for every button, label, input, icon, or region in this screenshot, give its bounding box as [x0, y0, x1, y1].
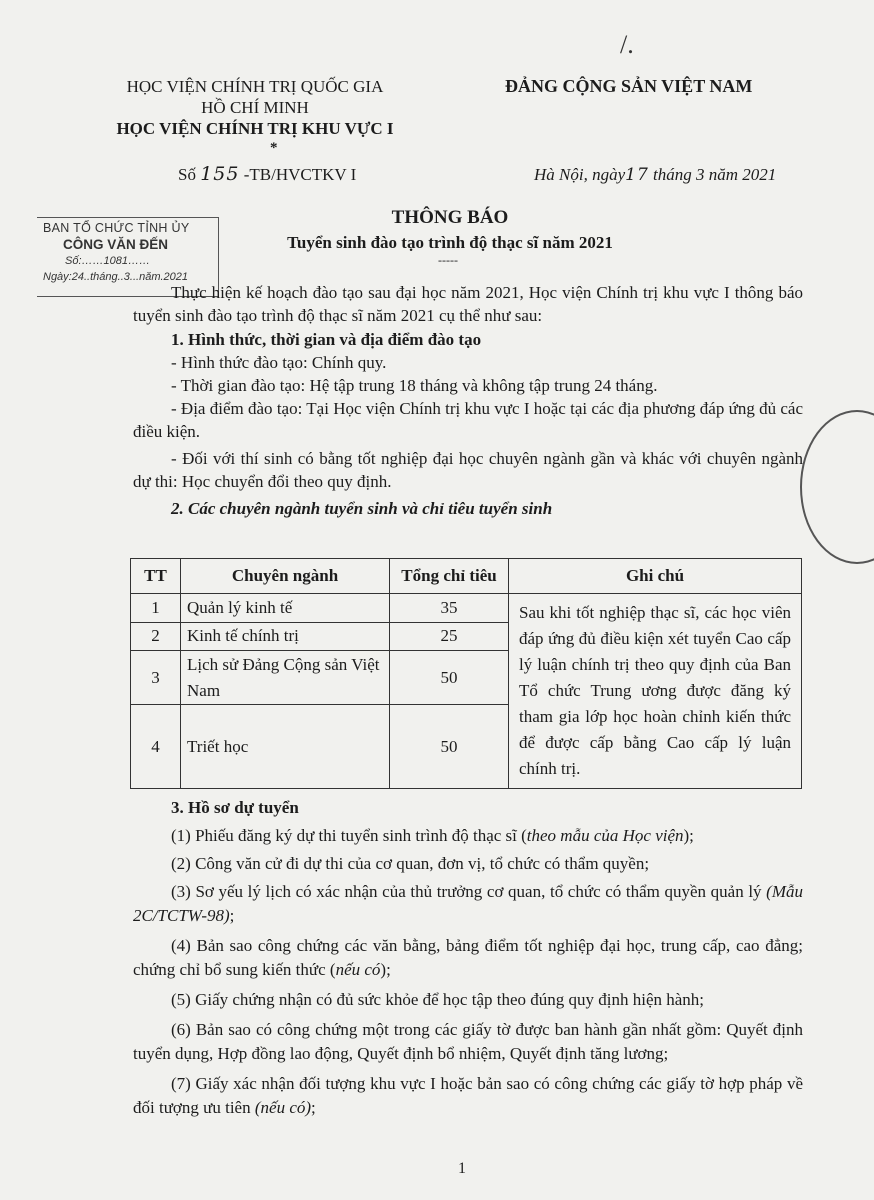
stamp-so-value: 1081 — [103, 255, 128, 267]
so-suffix: -TB/HVCTKV I — [243, 165, 357, 184]
col-major: Chuyên ngành — [181, 559, 390, 594]
row-quota: 35 — [390, 594, 509, 623]
stamp-thang-value: 3 — [123, 271, 130, 283]
section1-heading: 1. Hình thức, thời gian và địa điểm đào tạo — [171, 330, 482, 349]
row-major: Triết học — [181, 705, 390, 789]
section3-item: (5) Giấy chứng nhận có đủ sức khỏe để học tập theo đúng quy định hiện hành; — [171, 990, 705, 1009]
table-header-row — [131, 559, 802, 594]
section3-item — [133, 1072, 803, 1120]
row-tt: 3 — [131, 651, 181, 705]
stamp-so-label: Số: — [65, 255, 82, 267]
issuer-block — [90, 76, 420, 139]
star-mark: * — [270, 140, 278, 156]
section3-item — [133, 880, 803, 928]
body-section-3 — [133, 796, 803, 1120]
item-text: (4) Bản sao công chứng các văn bằng, bảng điểm tốt nghiệp đại học, trung cấp, cao đẳng; chứng chỉ bổ sung kiến thức ( — [133, 936, 803, 979]
handwritten-mark: /. — [620, 30, 634, 59]
document-title: THÔNG BÁO — [391, 207, 509, 228]
item-italic: (Mẫu 2C/TCTW-98) — [133, 882, 803, 925]
stamp-nam-label: năm — [139, 271, 161, 283]
col-note: Ghi chú — [509, 559, 802, 594]
intro-paragraph: Thực hiện kế hoạch đào tạo sau đại học năm 2021, Học viện Chính trị khu vực I thông báo tuyển sinh đào tạo trình độ thạc sĩ năm 2021 cụ thể như sau: — [133, 283, 803, 325]
row-quota: 50 — [390, 705, 509, 789]
quota-table — [130, 558, 802, 789]
item-text: (7) Giấy xác nhận đối tượng khu vực I hoặc bản sao có công chứng các giấy tờ hợp pháp về đối tượng ưu tiên — [133, 1074, 803, 1117]
item-italic: nếu có — [335, 960, 381, 979]
section3-heading: 3. Hồ sơ dự tuyển — [171, 798, 299, 817]
date-suffix: tháng 3 năm 2021 — [653, 165, 777, 184]
date-prefix: Hà Nội, ngày — [534, 165, 626, 184]
issue-date — [534, 165, 776, 185]
stamp-ngay-value: 24 — [71, 271, 84, 283]
row-tt: 2 — [131, 622, 181, 651]
row-quota: 50 — [390, 651, 509, 705]
row-tt: 1 — [131, 594, 181, 623]
stamp-line2: CÔNG VĂN ĐẾN — [63, 237, 169, 252]
item-text: (3) Sơ yếu lý lịch có xác nhận của thủ trưởng cơ quan, tổ chức có thẩm quyền quản lý — [171, 882, 767, 901]
col-quota: Tổng chỉ tiêu — [390, 559, 509, 594]
page-number: 1 — [458, 1160, 466, 1177]
stamp-nam-value: 2021 — [163, 271, 189, 283]
row-major: Kinh tế chính trị — [181, 622, 390, 651]
section3-item: (6) Bản sao có công chứng một trong các giấy tờ được ban hành gần nhất gồm: Quyết định tuyển dụng, Hợp đồng lao động, Quyết định bổ nhiệm, Quyết định tăng lương; — [133, 1020, 803, 1063]
so-label: Số — [178, 165, 196, 184]
date-day: 17 — [625, 165, 649, 185]
issuer-line1: HỌC VIỆN CHÍNH TRỊ QUỐC GIA — [126, 77, 384, 96]
issuer-line3: HỌC VIỆN CHÍNH TRỊ KHU VỰC I — [116, 119, 394, 138]
issuer-line2: HỒ CHÍ MINH — [201, 98, 309, 117]
item-italic: theo mẫu của Học viện — [526, 826, 684, 845]
section1-item: - Thời gian đào tạo: Hệ tập trung 18 tháng và không tập trung 24 tháng. — [171, 376, 658, 395]
item-italic: (nếu có) — [254, 1098, 312, 1117]
item-end: ); — [683, 826, 694, 845]
round-seal — [800, 410, 874, 564]
stamp-number: Số:……1081…… — [65, 255, 150, 267]
row-tt: 4 — [131, 705, 181, 789]
row-quota: 25 — [390, 622, 509, 651]
stamp-thang-label: tháng — [90, 271, 118, 283]
stamp-ngay-label: Ngày: — [43, 271, 72, 283]
item-end: ; — [229, 906, 235, 925]
item-end: ); — [380, 960, 391, 979]
row-major: Quản lý kinh tế — [181, 594, 390, 623]
section1-item: - Hình thức đào tạo: Chính quy. — [171, 353, 387, 372]
so-number: 155 — [200, 163, 240, 185]
section3-item — [133, 934, 803, 982]
party-heading: ĐẢNG CỘNG SẢN VIỆT NAM — [505, 76, 753, 96]
section3-item — [133, 824, 803, 848]
table-note: Sau khi tốt nghiệp thạc sĩ, các học viên đáp ứng đủ điều kiện xét tuyển Cao cấp lý luận chính trị theo quy định của Ban Tổ chức Trung ương được đăng ký tham gia lớp học hoàn chỉnh kiến thức để được cấp bằng Cao cấp lý luận chính trị. — [509, 594, 802, 789]
section1-item: - Đối với thí sinh có bằng tốt nghiệp đại học chuyên ngành gần và khác với chuyên ngành dự thi: Học chuyển đổi theo quy định. — [133, 449, 803, 491]
stamp-line1: BAN TỔ CHỨC TỈNH ỦY — [43, 221, 190, 235]
section2-heading: 2. Các chuyên ngành tuyển sinh và chỉ tiêu tuyển sinh — [171, 499, 553, 518]
row-major: Lịch sử Đảng Cộng sản Việt Nam — [181, 651, 390, 705]
table-row — [131, 594, 802, 623]
section3-item: (2) Công văn cử đi dự thi của cơ quan, đơn vị, tổ chức có thẩm quyền; — [171, 854, 650, 873]
body-section-1 — [133, 281, 803, 520]
item-end: ; — [311, 1098, 316, 1117]
section1-item: - Địa điểm đào tạo: Tại Học viện Chính trị khu vực I hoặc tại các địa phương đáp ứng đủ các điều kiện. — [133, 399, 803, 441]
item-text: (1) Phiếu đăng ký dự thi tuyển sinh trình độ thạc sĩ ( — [171, 826, 527, 845]
document-number — [178, 163, 356, 185]
title-divider: ----- — [438, 253, 458, 267]
document-subtitle: Tuyển sinh đào tạo trình độ thạc sĩ năm 2021 — [287, 233, 613, 252]
col-tt: TT — [131, 559, 181, 594]
stamp-date: Ngày:24..tháng..3...năm.2021 — [43, 271, 189, 283]
